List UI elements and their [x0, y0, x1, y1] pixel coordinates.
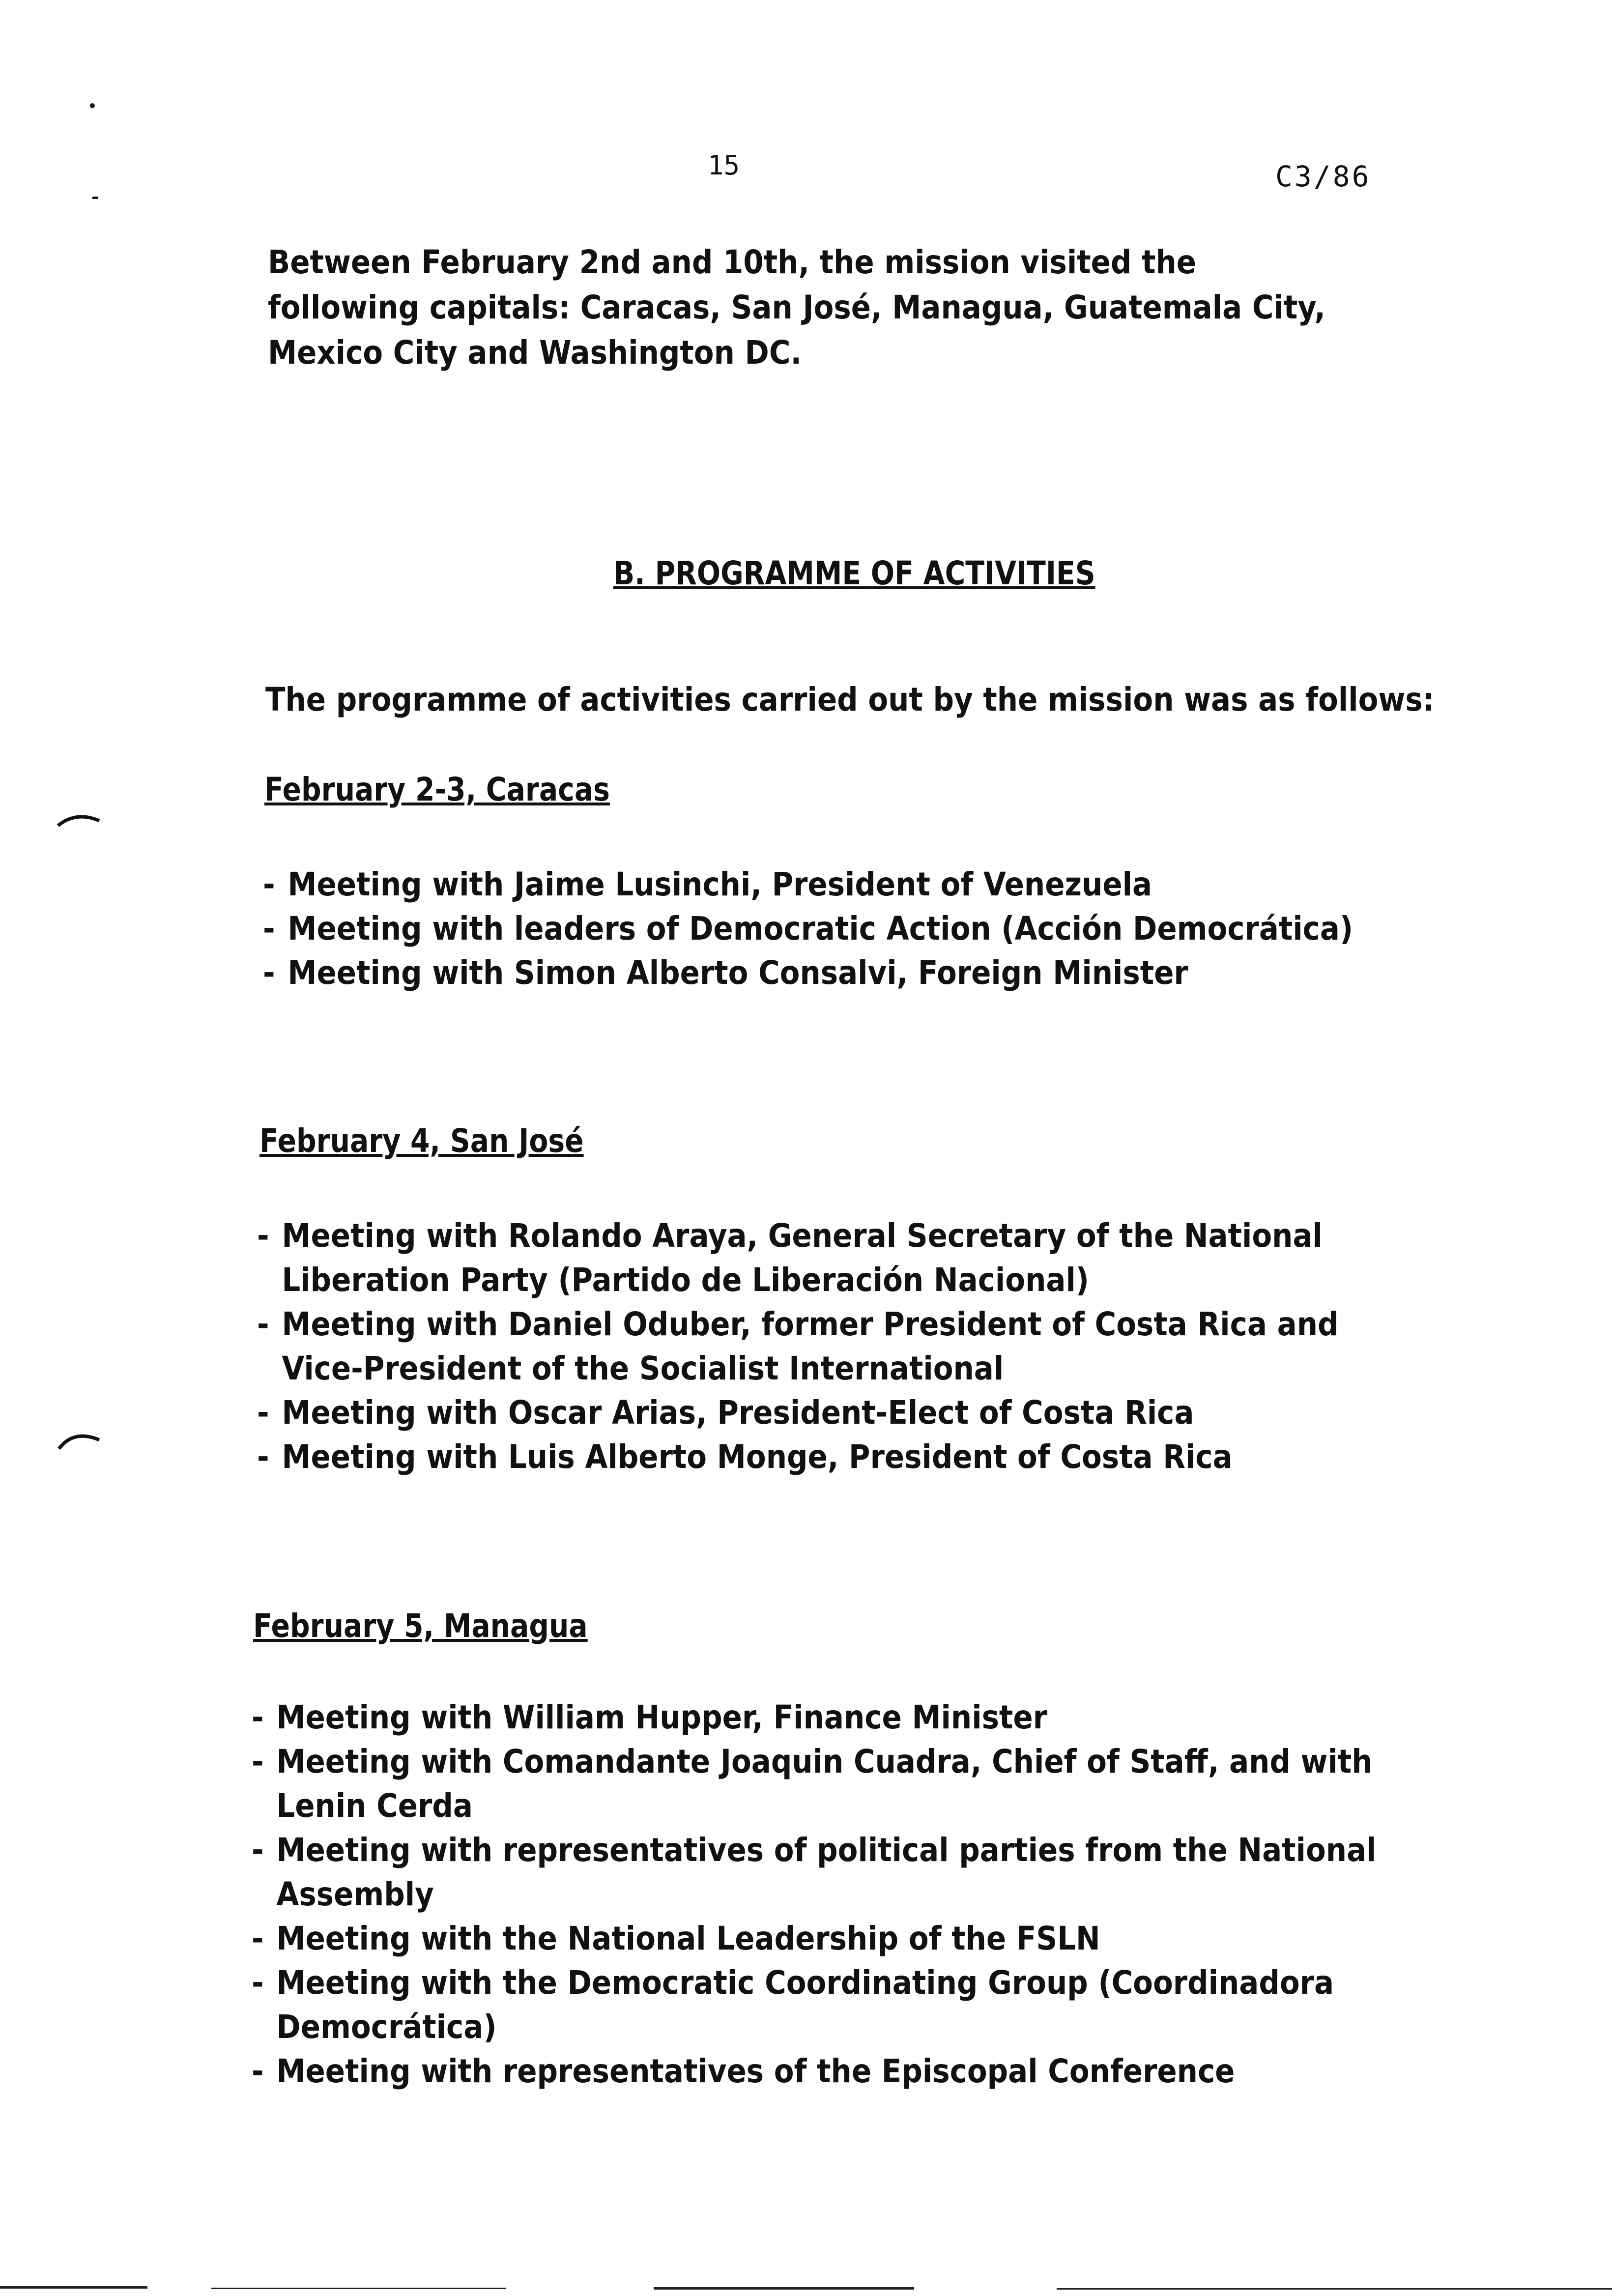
- list-item: - Meeting with Luis Alberto Monge, President of Costa Rica: [257, 1435, 1407, 1479]
- intro-paragraph: Between February 2nd and 10th, the mission visited the following capitals: Caracas, San José, Managua, Guatemala City, Mexico City and Washington DC.: [268, 243, 1325, 372]
- list-item: - Meeting with Rolando Araya, General Secretary of the National Liberation Party (Partido de Liberación Nacional): [257, 1214, 1407, 1302]
- section-heading-managua: February 5, Managua: [253, 1607, 588, 1645]
- list-item: - Meeting with Jaime Lusinchi, President of Venezuela: [263, 862, 1413, 907]
- binder-hole-mark: [54, 1425, 103, 1455]
- scan-edge-line: [211, 2288, 506, 2289]
- list-item: - Meeting with Simon Alberto Consalvi, Foreign Minister: [263, 951, 1413, 995]
- list-item: - Meeting with Comandante Joaquin Cuadra, Chief of Staff, and with Lenin Cerda: [252, 1740, 1402, 1828]
- scan-edge-line: [654, 2287, 914, 2290]
- list-item: - Meeting with Daniel Oduber, former President of Costa Rica and Vice-President of the Socialist International: [257, 1302, 1407, 1391]
- list-item: - Meeting with the Democratic Coordinating Group (Coordinadora Democrática): [252, 1961, 1402, 2049]
- page-number: 15: [708, 150, 740, 181]
- list-item: - Meeting with leaders of Democratic Action (Acción Democrática): [263, 907, 1413, 951]
- meeting-list-san-jose: [257, 1214, 1407, 1479]
- scan-edge-line: [0, 2286, 147, 2289]
- list-item: - Meeting with representatives of political parties from the National Assembly: [252, 1828, 1402, 1917]
- document-reference: C3/86: [1275, 160, 1371, 193]
- programme-lead-sentence: The programme of activities carried out by the mission was as follows:: [265, 681, 1435, 718]
- binder-hole-mark: [54, 806, 103, 831]
- section-heading-caracas: February 2-3, Caracas: [264, 771, 610, 808]
- meeting-list-managua: [252, 1695, 1402, 2094]
- list-item: - Meeting with the National Leadership of the FSLN: [252, 1917, 1402, 1961]
- meeting-list-caracas: [263, 862, 1413, 995]
- list-item: - Meeting with William Hupper, Finance Minister: [252, 1695, 1402, 1740]
- section-heading-san-jose: February 4, San José: [259, 1122, 584, 1160]
- section-title: B. PROGRAMME OF ACTIVITIES: [613, 554, 1095, 592]
- list-item: - Meeting with representatives of the Episcopal Conference: [252, 2049, 1402, 2094]
- list-item: - Meeting with Oscar Arias, President-Elect of Costa Rica: [257, 1391, 1407, 1435]
- scan-speck: [92, 197, 98, 199]
- scan-edge-line: [1057, 2288, 1612, 2290]
- scan-speck: [90, 103, 95, 108]
